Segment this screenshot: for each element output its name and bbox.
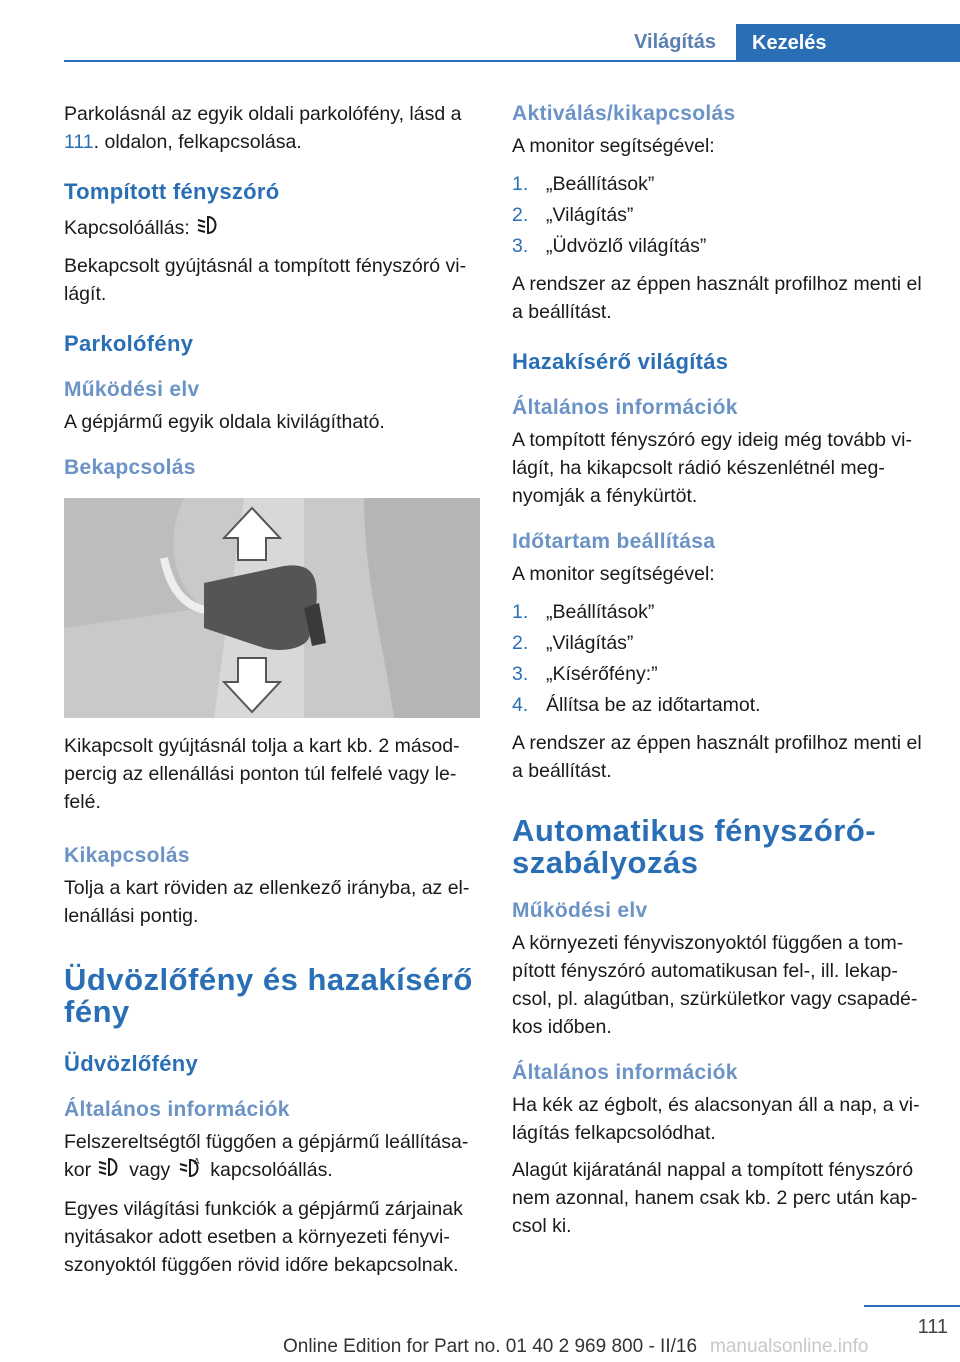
- switch-position: Kapcsolóállás:: [64, 214, 484, 243]
- general2-text-1: Ha kék az égbolt, és alacsonyan áll a nap, a vi-lágítás felkapcsolódhat.: [512, 1094, 920, 1144]
- right-column: [512, 100, 932, 1249]
- heading-welcome-home: Üdvözlőfény és hazakísérő fény: [64, 961, 473, 1029]
- list-item: 2. „Világítás”: [512, 632, 634, 654]
- footer-rule: [864, 1305, 960, 1307]
- svg-text:A: A: [194, 1156, 200, 1166]
- heading-low-beam: Tompított fényszóró: [64, 179, 280, 204]
- header-chapter-tab[interactable]: Kezelés: [736, 24, 960, 62]
- general-text: Felszereltségtől függően a gépjármű leállítása-kor vagy A kapcsolóállás.: [64, 1128, 484, 1186]
- auto-headlight-icon: [176, 1156, 204, 1186]
- heading-switch-off: Kikapcsolás: [64, 843, 190, 867]
- page-link[interactable]: 111: [64, 131, 94, 153]
- header-rule: [64, 60, 960, 62]
- list-item: 1. „Beállítások”: [512, 173, 655, 195]
- via-monitor-1: A monitor segítségével:: [512, 135, 715, 157]
- profile-text-1: A rendszer az éppen használt profilhoz menti el a beállítást.: [512, 273, 922, 323]
- edition-note: Online Edition for Part no. 01 40 2 969 800 - II/16: [282, 1336, 698, 1357]
- list-item: 3. „Kísérőfény:”: [512, 663, 658, 685]
- watermark: manualsonline.info: [710, 1336, 869, 1357]
- via-monitor-2: A monitor segítségével:: [512, 563, 715, 585]
- heading-general-info: Általános információk: [512, 396, 738, 419]
- settings-list-2: [512, 597, 932, 721]
- heading-principle: Működési elv: [512, 899, 648, 922]
- heading-general-info-2: Általános információk: [512, 1061, 738, 1084]
- heading-principle: Működési elv: [64, 377, 200, 401]
- low-beam-icon: [196, 215, 222, 243]
- page-number: 111: [917, 1316, 948, 1338]
- intro-paragraph: Parkolásnál az egyik oldali parkolófény, lásd a 111. oldalon, felkapcsolása.: [64, 103, 462, 153]
- auto-text: A környezeti fényviszonyoktól függően a tom-pított fényszóró automatikusan fel-, ill. lekap-csol, pl. alagútban, szürkületkor vagy csapadé-kos időben.: [512, 932, 918, 1038]
- general2-text-2: Alagút kijáratánál nappal a tompított fényszóró nem azonnal, hanem csak kb. 2 perc után kap-csol ki.: [512, 1159, 918, 1237]
- heading-activation: Aktiválás/kikapcsolás: [512, 102, 736, 125]
- general-text-2: Egyes világítási funkciók a gépjármű zárjainak nyitásakor adott esetben a környezeti fényvi-szonyoktól függően rövid időre bekapcsolnak.: [64, 1197, 463, 1276]
- list-item: 4. Állítsa be az időtartamot.: [512, 694, 761, 716]
- settings-list-1: [512, 169, 932, 262]
- profile-text-2: A rendszer az éppen használt profilhoz menti el a beállítást.: [512, 732, 922, 782]
- heading-general-info: Általános információk: [64, 1097, 290, 1121]
- switch-on-text: Kikapcsolt gyújtásnál tolja a kart kb. 2 másod-percig az ellenállási ponton túl felfelé vagy le-felé.: [64, 734, 460, 813]
- heading-home-light: Hazakísérő világítás: [512, 349, 729, 374]
- heading-switch-on: Bekapcsolás: [64, 455, 196, 479]
- low-beam-icon: [97, 1157, 123, 1185]
- heading-parking: Parkolófény: [64, 330, 194, 356]
- switch-off-text: Tolja a kart röviden az ellenkező irányba, az el-lenállási pontig.: [64, 876, 470, 927]
- heading-duration: Időtartam beállítása: [512, 530, 716, 553]
- heading-welcome-light: Üdvözlőfény: [64, 1050, 199, 1076]
- list-item: 3. „Üdvözlő világítás”: [512, 235, 707, 257]
- home-text: A tompított fényszóró egy ideig még tovább vi-lágít, ha kikapcsolt rádió készenlétnél meg-nyomják a fénykürtöt.: [512, 429, 912, 507]
- left-column: [64, 100, 484, 1288]
- heading-auto-headlight: Automatikus fényszóró-szabályozás: [512, 813, 877, 880]
- header-section-tab[interactable]: Világítás: [634, 31, 716, 53]
- lever-illustration: [64, 498, 480, 718]
- principle-text: A gépjármű egyik oldala kivilágítható.: [64, 410, 385, 433]
- low-beam-text: Bekapcsolt gyújtásnál a tompított fényszóró vi-lágít.: [64, 254, 467, 305]
- list-item: 2. „Világítás”: [512, 204, 634, 226]
- list-item: 1. „Beállítások”: [512, 601, 655, 623]
